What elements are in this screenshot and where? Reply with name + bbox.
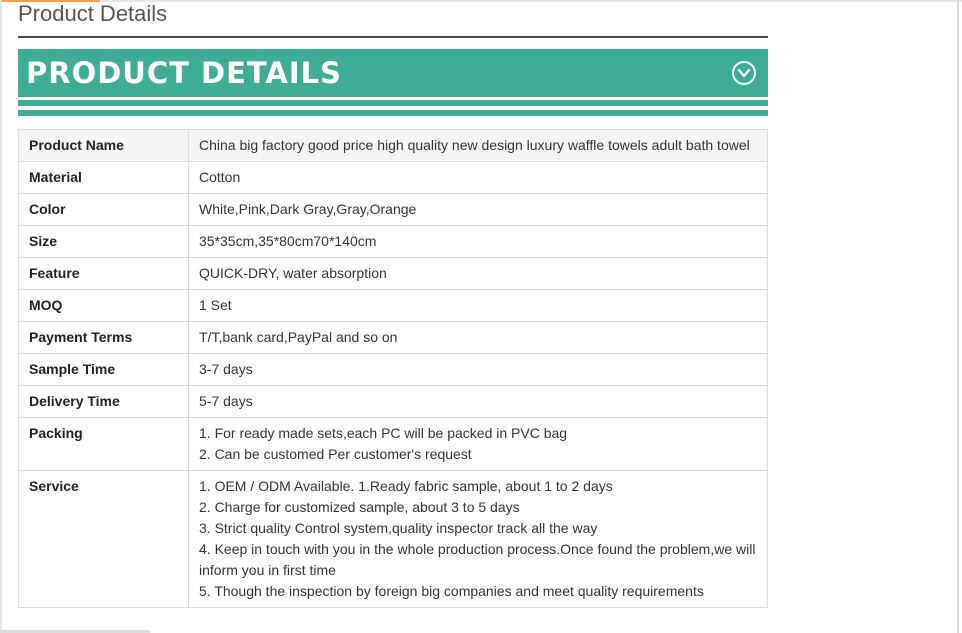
- table-row: [19, 290, 768, 322]
- window-right-border: [957, 0, 959, 633]
- table-row: [19, 386, 768, 418]
- spec-value-line: Cotton: [199, 169, 241, 185]
- spec-value: [189, 471, 768, 608]
- table-row: [19, 130, 768, 162]
- spec-label: Sample Time: [19, 354, 189, 386]
- table-row: [19, 162, 768, 194]
- table-row: [19, 471, 768, 608]
- spec-value-line: 2. Can be customed Per customer's request: [199, 446, 472, 462]
- chevron-circle-down-icon[interactable]: [732, 61, 756, 85]
- spec-value-line: 2. Charge for customized sample, about 3 to 5 days: [199, 499, 520, 515]
- spec-value-line: China big factory good price high quality new design luxury waffle towels adult bath towel: [199, 137, 750, 153]
- spec-value: [189, 226, 768, 258]
- spec-label: MOQ: [19, 290, 189, 322]
- spec-value-line: 3. Strict quality Control system,quality inspector track all the way: [199, 520, 598, 536]
- spec-label: Payment Terms: [19, 322, 189, 354]
- product-specs-table: [18, 129, 768, 608]
- spec-value: [189, 322, 768, 354]
- table-row: [19, 418, 768, 471]
- spec-label: Material: [19, 162, 189, 194]
- banner-title: PRODUCT DETAILS: [26, 56, 343, 90]
- spec-value-line: 5-7 days: [199, 393, 253, 409]
- spec-value: [189, 290, 768, 322]
- table-row: [19, 194, 768, 226]
- spec-value: [189, 162, 768, 194]
- table-row: [19, 226, 768, 258]
- section-title-divider: [18, 36, 768, 38]
- section-title: Product Details: [18, 1, 168, 26]
- spec-label: Color: [19, 194, 189, 226]
- spec-value: [189, 386, 768, 418]
- spec-value: [189, 194, 768, 226]
- spec-value-line: 5. Though the inspection by foreign big companies and meet quality requirements: [199, 583, 704, 599]
- banner-stripe-top: [18, 100, 768, 106]
- spec-value-line: 3-7 days: [199, 361, 253, 377]
- spec-value-line: QUICK-DRY, water absorption: [199, 265, 387, 281]
- spec-value-line: 1. For ready made sets,each PC will be packed in PVC bag: [199, 425, 568, 441]
- spec-value: [189, 354, 768, 386]
- spec-label: Product Name: [19, 130, 189, 162]
- spec-value-line: T/T,bank card,PayPal and so on: [199, 329, 398, 345]
- spec-label: Delivery Time: [19, 386, 189, 418]
- table-row: [19, 258, 768, 290]
- window-left-border: [0, 0, 2, 633]
- spec-value-line: 35*35cm,35*80cm70*140cm: [199, 233, 377, 249]
- table-row: [19, 322, 768, 354]
- spec-label: Service: [19, 471, 189, 608]
- spec-label: Size: [19, 226, 189, 258]
- spec-value: [189, 418, 768, 471]
- spec-value-line: White,Pink,Dark Gray,Gray,Orange: [199, 201, 417, 217]
- spec-label: Feature: [19, 258, 189, 290]
- spec-value-line: 1. OEM / ODM Available. 1.Ready fabric sample, about 1 to 2 days: [199, 478, 613, 494]
- spec-value-line: 4. Keep in touch with you in the whole production process.Once found the problem,we will inform you in first time: [199, 541, 756, 578]
- product-details-banner[interactable]: [18, 49, 768, 97]
- spec-label: Packing: [19, 418, 189, 471]
- spec-value: [189, 258, 768, 290]
- spec-value-line: 1 Set: [199, 297, 232, 313]
- table-row: [19, 354, 768, 386]
- spec-value: [189, 130, 768, 162]
- banner-stripe-bottom: [18, 110, 768, 116]
